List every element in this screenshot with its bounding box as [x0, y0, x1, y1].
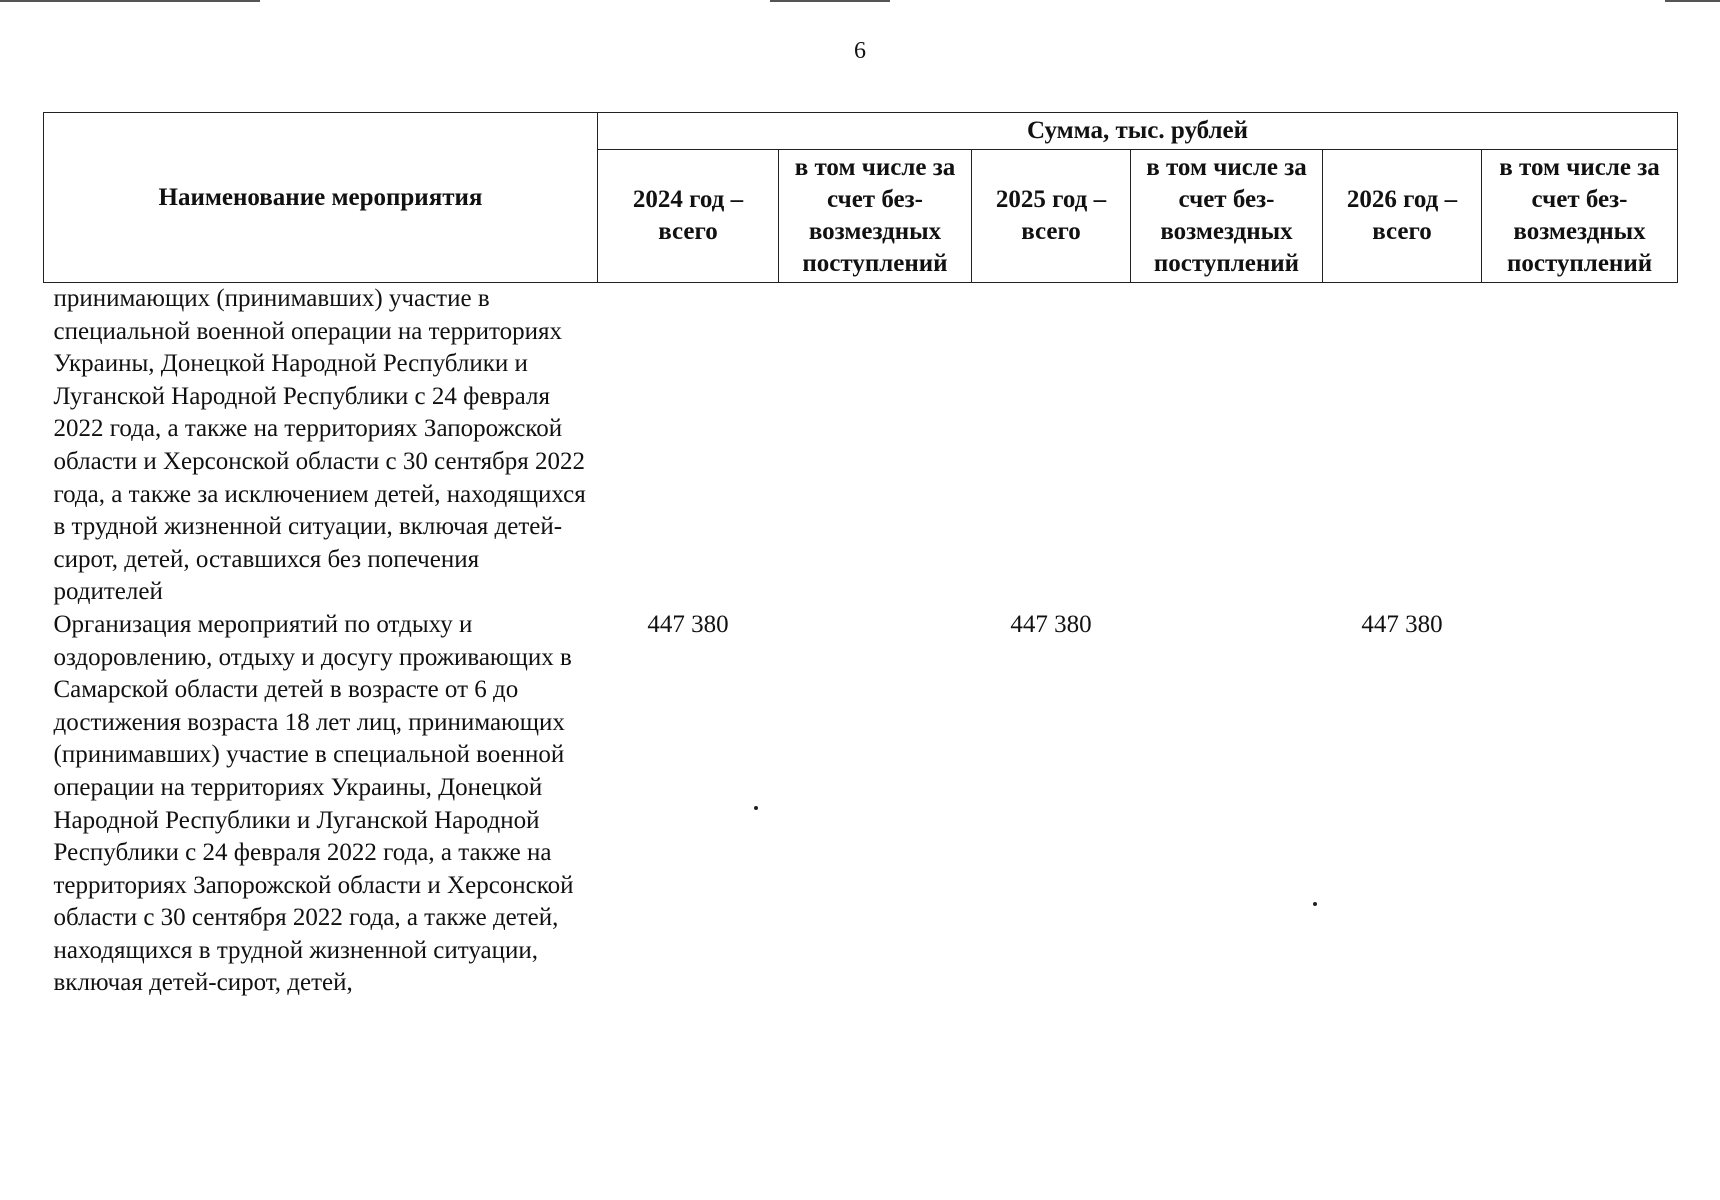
value-2024-total	[598, 283, 779, 609]
header-2026-total: 2026 год – всего	[1323, 150, 1482, 283]
scan-dot	[754, 806, 758, 810]
event-name-cell: принимающих (принимавших) участие в специальной военной операции на территориях Украины, Донецкой Народной Республики и Луганской Народной Республики с 24 февраля 2022 года, а также на территориях Запорожской области и Херсонской области с 30 сентября 2022 года, а также за исключением детей, находящихся в трудной жизненной ситуации, включая детей-сирот, детей, оставшихся без попечения родителей	[53, 285, 586, 606]
header-row-top	[44, 113, 1678, 150]
budget-table	[43, 112, 1678, 1000]
scan-artifact	[1665, 0, 1720, 2]
value-2025-gratis	[1131, 283, 1323, 609]
header-2025-gratis: в том числе за счет без-возмездных поступлений	[1131, 150, 1323, 283]
scan-artifact	[770, 0, 890, 2]
header-event-name: Наименование мероприятия	[44, 113, 598, 283]
value-2025-total	[972, 283, 1131, 609]
header-sum-group: Сумма, тыс. рублей	[598, 113, 1678, 150]
value-2026-total: 447 380	[1361, 610, 1443, 638]
value-2026-gratis	[1482, 283, 1678, 609]
table-row	[44, 609, 1678, 1000]
scan-artifact	[0, 0, 260, 2]
event-name-cell: Организация мероприятий по отдыху и оздоровлению, отдыху и досугу проживающих в Самарской области детей в возрасте от 6 до достижения возраста 18 лет лиц, принимающих (принимавших) участие в специальной военной операции на территориях Украины, Донецкой Народной Республики и Луганской Народной Республики с 24 февраля 2022 года, а также на территориях Запорожской области и Херсонской области с 30 сентября 2022 года, а также детей, находящихся в трудной жизненной ситуации, включая детей-сирот, детей,	[53, 610, 574, 997]
value-2024-gratis	[779, 283, 972, 609]
table-row	[44, 283, 1678, 609]
header-2024-gratis: в том числе за счет без-возмездных поступлений	[779, 150, 972, 283]
value-2024-gratis	[779, 609, 972, 1000]
header-2025-total: 2025 год – всего	[972, 150, 1131, 283]
value-2026-total	[1323, 283, 1482, 609]
scan-dot	[1313, 902, 1317, 906]
page-number: 6	[854, 38, 866, 64]
value-2025-total: 447 380	[1010, 610, 1092, 638]
value-2026-gratis	[1482, 609, 1678, 1000]
value-2025-gratis	[1131, 609, 1323, 1000]
header-2024-total: 2024 год – всего	[598, 150, 779, 283]
value-2024-total: 447 380	[647, 610, 729, 638]
header-2026-gratis: в том числе за счет без-возмездных поступлений	[1482, 150, 1678, 283]
